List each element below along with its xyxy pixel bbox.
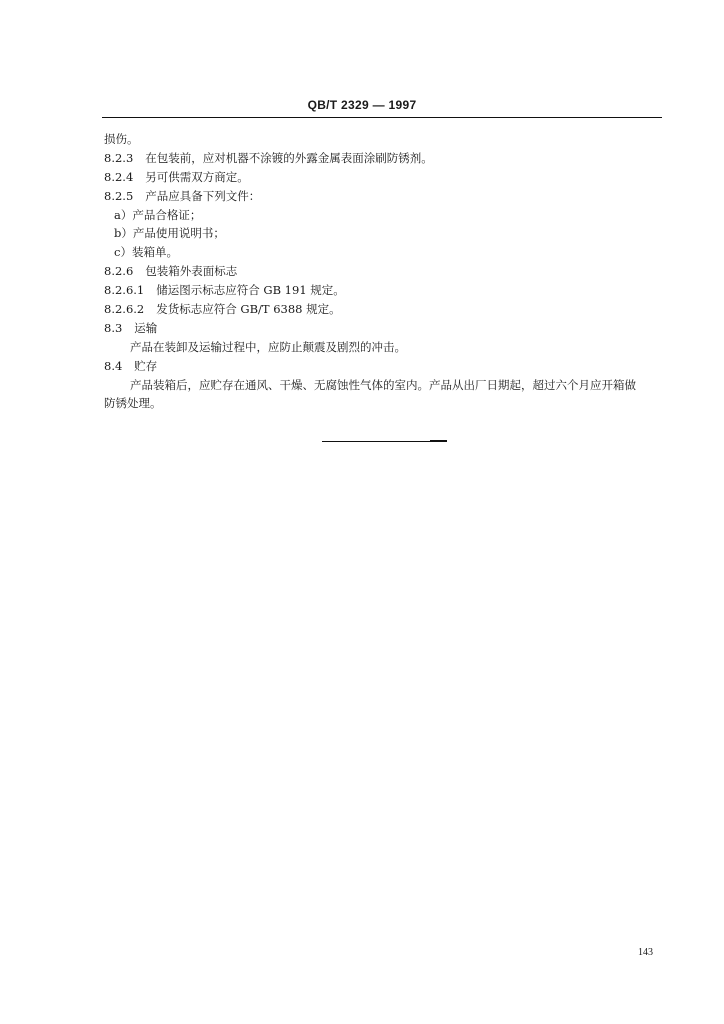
clause-8-2-6-2 bbox=[104, 300, 664, 319]
continuation-line: 损伤。 bbox=[104, 132, 139, 146]
section-8-4-heading bbox=[104, 357, 664, 376]
page-number: 143 bbox=[638, 947, 653, 958]
standard-number-header: QB/T 2329 — 1997 bbox=[307, 98, 417, 112]
clause-8-2-6 bbox=[104, 262, 664, 281]
clause-number: 8.2.4 bbox=[104, 169, 134, 184]
clause-text: 另可供需双方商定。 bbox=[145, 169, 249, 184]
section-number: 8.4 bbox=[104, 358, 123, 373]
list-item-a: a）产品合格证； bbox=[114, 207, 202, 222]
clause-8-2-6-1 bbox=[104, 281, 664, 300]
section-title: 运输 bbox=[134, 320, 158, 335]
clause-text: 储运图示标志应符合 GB 191 规定。 bbox=[156, 283, 345, 298]
clause-8-2-3 bbox=[104, 149, 664, 168]
clause-text: 发货标志应符合 GB/T 6388 规定。 bbox=[156, 302, 341, 317]
end-of-text-rule bbox=[322, 441, 447, 442]
document-body bbox=[104, 130, 664, 413]
clause-number: 8.2.6.2 bbox=[104, 302, 145, 317]
clause-text: 在包装前，应对机器不涂镀的外露金属表面涂刷防锈剂。 bbox=[145, 150, 433, 165]
end-of-text-rule-mark bbox=[430, 440, 447, 442]
section-8-4-body-line-1: 产品装箱后，应贮存在通风、干燥、无腐蚀性气体的室内。产品从出厂日期起，超过六个月应开箱做 bbox=[130, 377, 636, 392]
clause-number: 8.2.3 bbox=[104, 150, 134, 165]
list-item-b: b）产品使用说明书； bbox=[114, 226, 225, 241]
section-number: 8.3 bbox=[104, 320, 123, 335]
section-8-3-heading bbox=[104, 319, 664, 338]
clause-text: 包装箱外表面标志 bbox=[145, 264, 238, 279]
clause-number: 8.2.5 bbox=[104, 188, 134, 203]
section-8-3-body: 产品在装卸及运输过程中，应防止颠震及剧烈的冲击。 bbox=[130, 339, 406, 354]
list-item-c: c）装箱单。 bbox=[114, 245, 178, 260]
section-title: 贮存 bbox=[134, 358, 158, 373]
clause-text: 产品应具备下列文件： bbox=[145, 188, 261, 203]
header-divider bbox=[102, 117, 662, 118]
clause-number: 8.2.6 bbox=[104, 264, 134, 279]
section-8-4-body-line-2: 防锈处理。 bbox=[104, 396, 162, 411]
clause-number: 8.2.6.1 bbox=[104, 283, 145, 298]
clause-8-2-4 bbox=[104, 168, 664, 187]
clause-8-2-5 bbox=[104, 187, 664, 206]
